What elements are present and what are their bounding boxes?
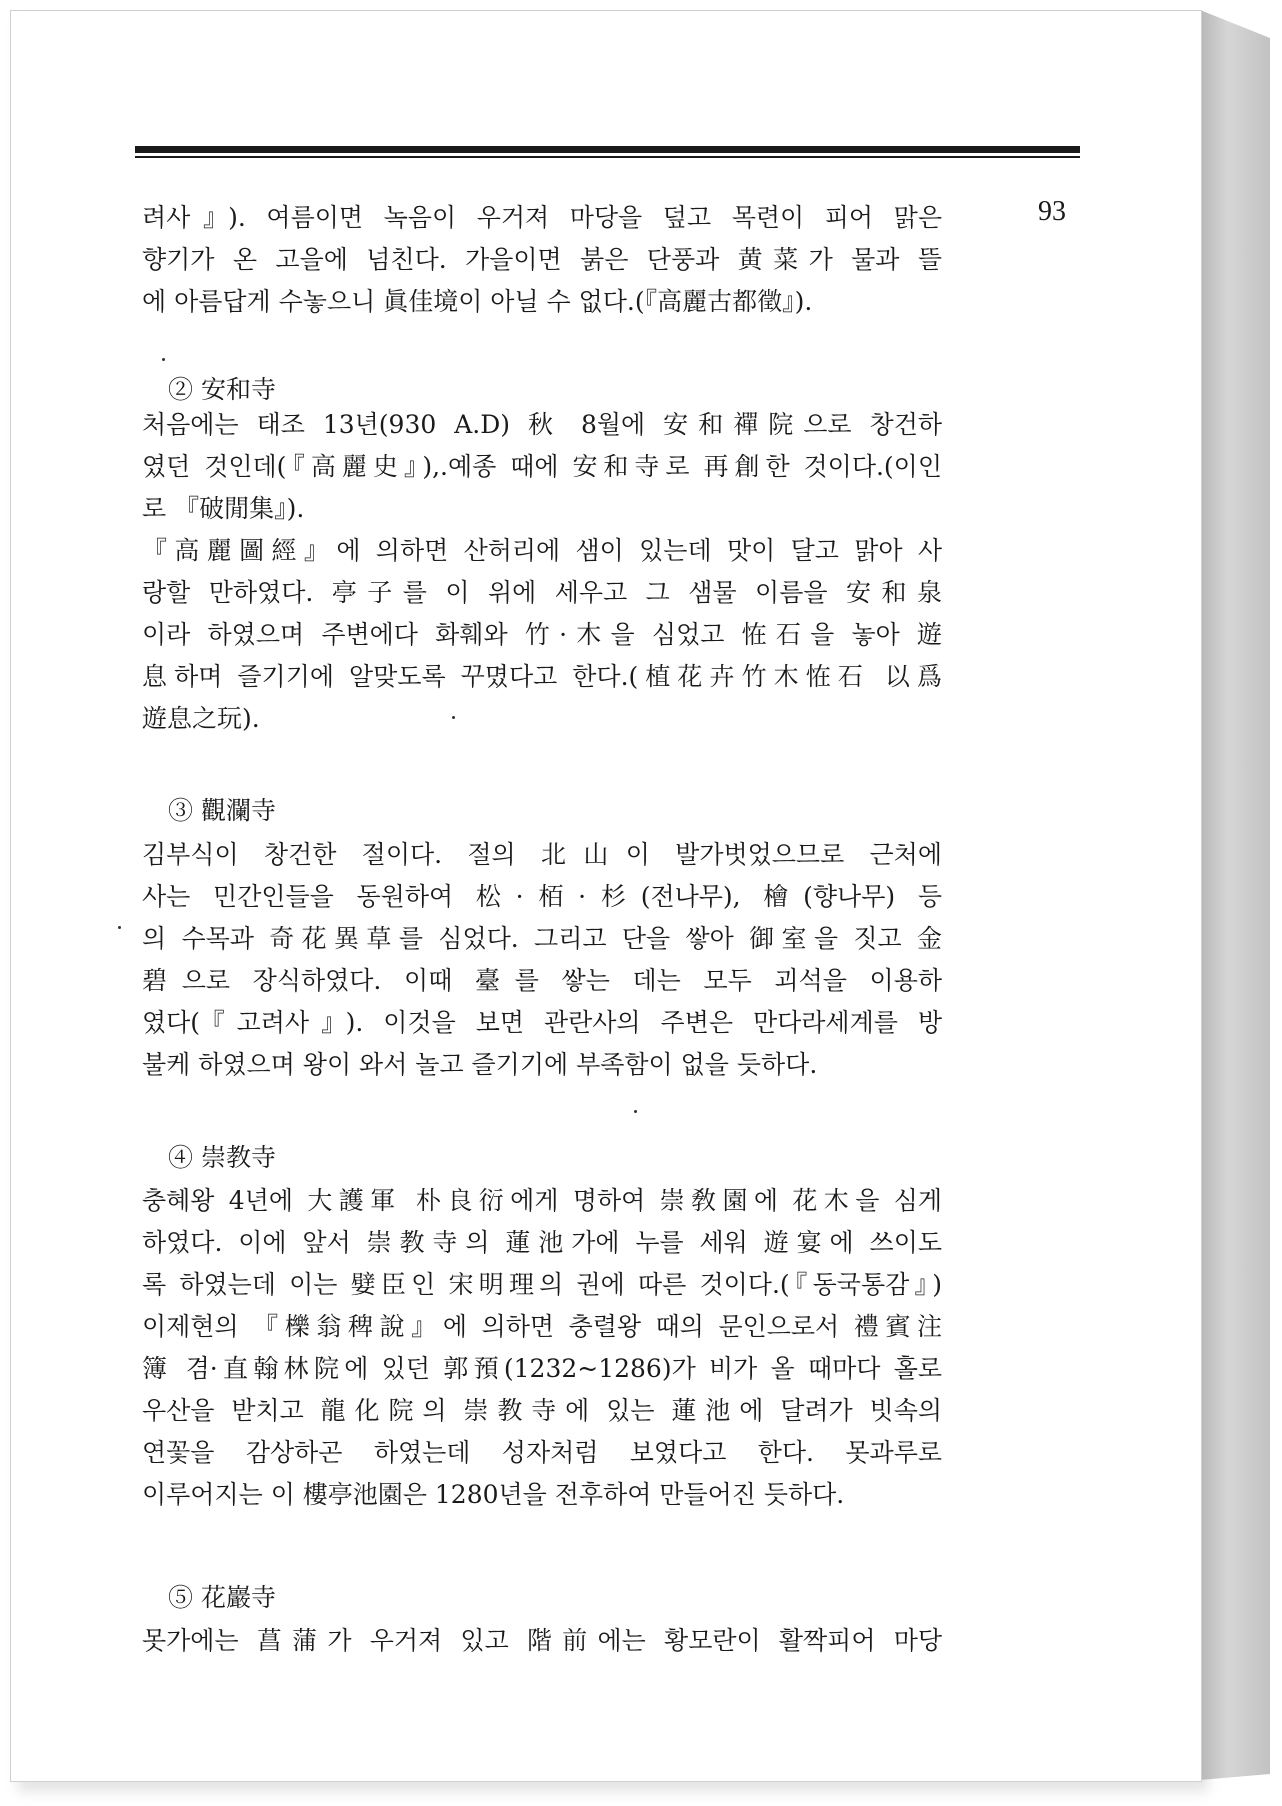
section-body-gwallansa <box>142 834 942 1086</box>
text-line: 에 아름답게 수놓으니 眞佳境이 아닐 수 없다.(『高麗古都徵』). <box>142 287 813 316</box>
text-line: 하였다. 이에 앞서 崇教寺의 蓮池가에 누를 세워 遊宴에 쓰이도 <box>142 1228 942 1257</box>
section-heading-anhwasa: ② 安和寺 <box>168 375 276 404</box>
text-line: 못가에는 菖蒲가 우거져 있고 階前에는 황모란이 활짝피어 마당 <box>142 1626 942 1655</box>
text-line: 랑할 만하였다. 亭子를 이 위에 세우고 그 샘물 이름을 安和泉 <box>142 578 942 607</box>
text-line: 연꽃을 감상하곤 하였는데 성자처럼 보였다고 한다. 못과루로 <box>142 1438 942 1467</box>
text-line: 『高麗圖經』에 의하면 산허리에 샘이 있는데 맛이 달고 맑아 사 <box>142 536 942 565</box>
text-line: 불케 하였으며 왕이 와서 놀고 즐기기에 부족함이 없을 듯하다. <box>142 1050 818 1079</box>
text-line: 이라 하였으며 주변에다 화훼와 竹·木을 심었고 恠石을 놓아 遊 <box>142 620 942 649</box>
text-line: 이제현의 『櫟翁稗說』에 의하면 충렬왕 때의 문인으로서 禮賓注 <box>142 1312 942 1341</box>
text-line: 의 수목과 奇花異草를 심었다. 그리고 단을 쌓아 御室을 짓고 金 <box>142 924 942 953</box>
text-line: 려사』). 여름이면 녹음이 우거져 마당을 덮고 목련이 피어 맑은 <box>142 203 942 232</box>
text-line: 簿 겸·直翰林院에 있던 郭預(1232~1286)가 비가 올 때마다 홀로 <box>142 1354 942 1383</box>
text-line: 息하며 즐기기에 알맞도록 꾸몄다고 한다.(植花卉竹木恠石 以爲 <box>142 662 942 691</box>
scan-speck <box>162 358 165 361</box>
section-body-sunggyosa <box>142 1180 942 1516</box>
section-heading-sunggyosa: ④ 崇教寺 <box>168 1143 276 1172</box>
text-line: 향기가 온 고을에 넘친다. 가을이면 붉은 단풍과 黄菜가 물과 뜰 <box>142 245 942 274</box>
text-line: 사는 민간인들을 동원하여 松·栢·杉(전나무), 檜(향나무) 등 <box>142 882 942 911</box>
page-number: 93 <box>1038 196 1066 227</box>
header-rule-thin <box>135 156 1080 158</box>
text-line: 김부식이 창건한 절이다. 절의 北山이 발가벗었으므로 근처에 <box>142 840 942 869</box>
section-body-hwaamsa <box>142 1620 942 1662</box>
section-body-anhwasa <box>142 404 942 740</box>
text-line: 처음에는 태조 13년(930 A.D) 秋 8월에 安和禪院으로 창건하 <box>142 410 942 439</box>
section-heading-gwallansa: ③ 觀瀾寺 <box>168 796 276 825</box>
text-line: 충혜왕 4년에 大護軍 朴良衍에게 명하여 崇敎園에 花木을 심게 <box>142 1186 942 1215</box>
paragraph-intro <box>142 197 942 323</box>
text-line: 碧으로 장식하였다. 이때 臺를 쌓는 데는 모두 괴석을 이용하 <box>142 966 942 995</box>
text-line: 로 『破閒集』). <box>142 494 305 523</box>
header-rule-thick <box>135 146 1080 153</box>
text-line: 록 하였는데 이는 嬖臣인 宋明理의 권에 따른 것이다.(『동국통감』) <box>142 1270 942 1299</box>
text-line: 우산을 받치고 龍化院의 崇教寺에 있는 蓮池에 달려가 빗속의 <box>142 1396 942 1425</box>
book-page-edge <box>1200 10 1270 1780</box>
text-line: 遊息之玩). <box>142 704 260 733</box>
section-heading-hwaamsa: ⑤ 花巖寺 <box>168 1583 276 1612</box>
scan-speck <box>634 1110 637 1113</box>
scan-speck <box>452 716 455 719</box>
scan-speck <box>118 926 121 929</box>
text-line: 였다(『고려사』). 이것을 보면 관란사의 주변은 만다라세계를 방 <box>142 1008 942 1037</box>
text-line: 이루어지는 이 樓亭池園은 1280년을 전후하여 만들어진 듯하다. <box>142 1480 845 1509</box>
text-line: 였던 것인데(『高麗史』),.예종 때에 安和寺로 再創한 것이다.(이인 <box>142 452 942 481</box>
